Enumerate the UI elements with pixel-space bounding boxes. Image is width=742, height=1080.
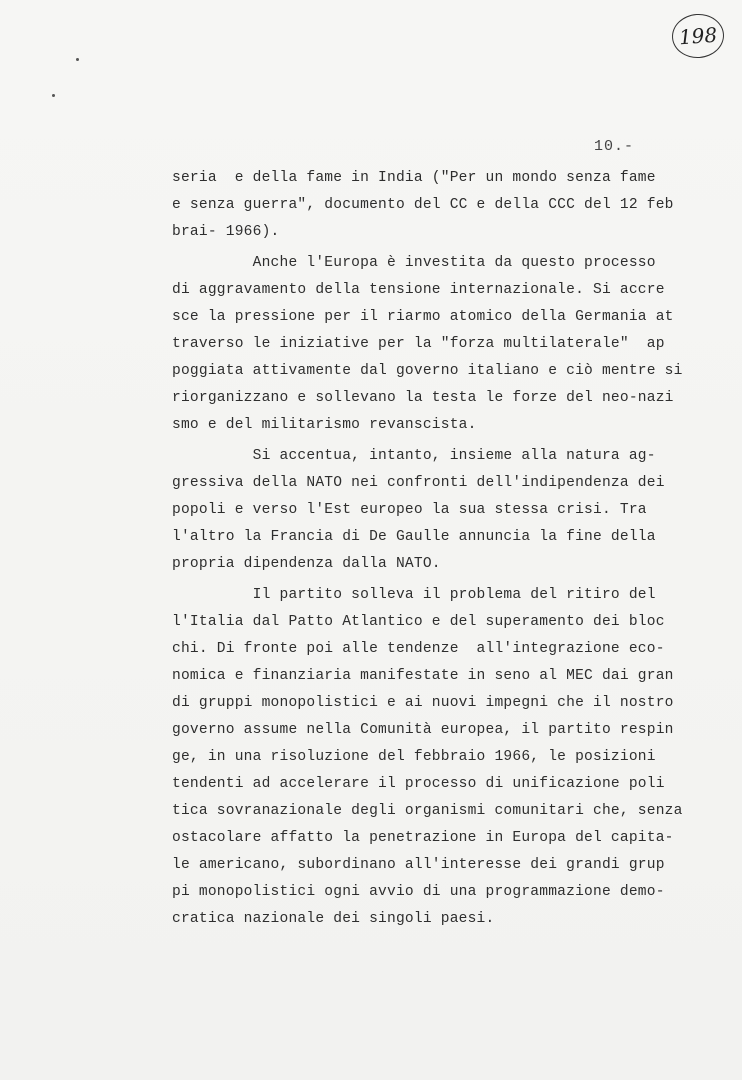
text-line: popoli e verso l'Est europeo la sua stessa crisi. Tra <box>172 502 647 518</box>
archive-stamp-number: 198 <box>671 12 726 60</box>
text-line: di gruppi monopolistici e ai nuovi impegni che il nostro <box>172 695 674 711</box>
text-line: sce la pressione per il riarmo atomico della Germania at <box>172 309 674 325</box>
text-line: ostacolare affatto la penetrazione in Europa del capita- <box>172 830 674 846</box>
text-line: brai- 1966). <box>172 224 280 240</box>
paper-speck <box>52 94 55 97</box>
text-line: nomica e finanziaria manifestate in seno al MEC dai gran <box>172 668 674 684</box>
paper-speck <box>76 58 79 61</box>
text-line: di aggravamento della tensione internazionale. Si accre <box>172 282 665 298</box>
text-line: le americano, subordinano all'interesse dei grandi grup <box>172 857 665 873</box>
text-line: Si accentua, intanto, insieme alla natura ag- <box>172 448 656 464</box>
text-line: pi monopolistici ogni avvio di una programmazione demo- <box>172 884 665 900</box>
text-line: governo assume nella Comunità europea, il partito respin <box>172 722 674 738</box>
text-line: Il partito solleva il problema del ritiro del <box>172 587 656 603</box>
text-line: tica sovranazionale degli organismi comunitari che, senza <box>172 803 683 819</box>
text-line: cratica nazionale dei singoli paesi. <box>172 911 495 927</box>
text-line: propria dipendenza dalla NATO. <box>172 556 441 572</box>
text-line: ge, in una risoluzione del febbraio 1966, le posizioni <box>172 749 656 765</box>
page-number: 10.- <box>594 138 635 155</box>
text-line: e senza guerra", documento del CC e della CCC del 12 feb <box>172 197 674 213</box>
text-line: chi. Di fronte poi alle tendenze all'integrazione eco- <box>172 641 665 657</box>
text-line: gressiva della NATO nei confronti dell'indipendenza dei <box>172 475 665 491</box>
text-line: Anche l'Europa è investita da questo processo <box>172 255 656 271</box>
text-line: seria e della fame in India ("Per un mondo senza fame <box>172 170 656 186</box>
text-line: l'Italia dal Patto Atlantico e del superamento dei bloc <box>172 614 665 630</box>
text-line: riorganizzano e sollevano la testa le forze del neo-nazi <box>172 390 674 406</box>
text-line: tendenti ad accelerare il processo di unificazione poli <box>172 776 665 792</box>
text-line: traverso le iniziative per la "forza multilaterale" ap <box>172 336 665 352</box>
text-line: poggiata attivamente dal governo italiano e ciò mentre si <box>172 363 683 379</box>
text-line: l'altro la Francia di De Gaulle annuncia la fine della <box>172 529 656 545</box>
text-line: smo e del militarismo revanscista. <box>172 417 477 433</box>
